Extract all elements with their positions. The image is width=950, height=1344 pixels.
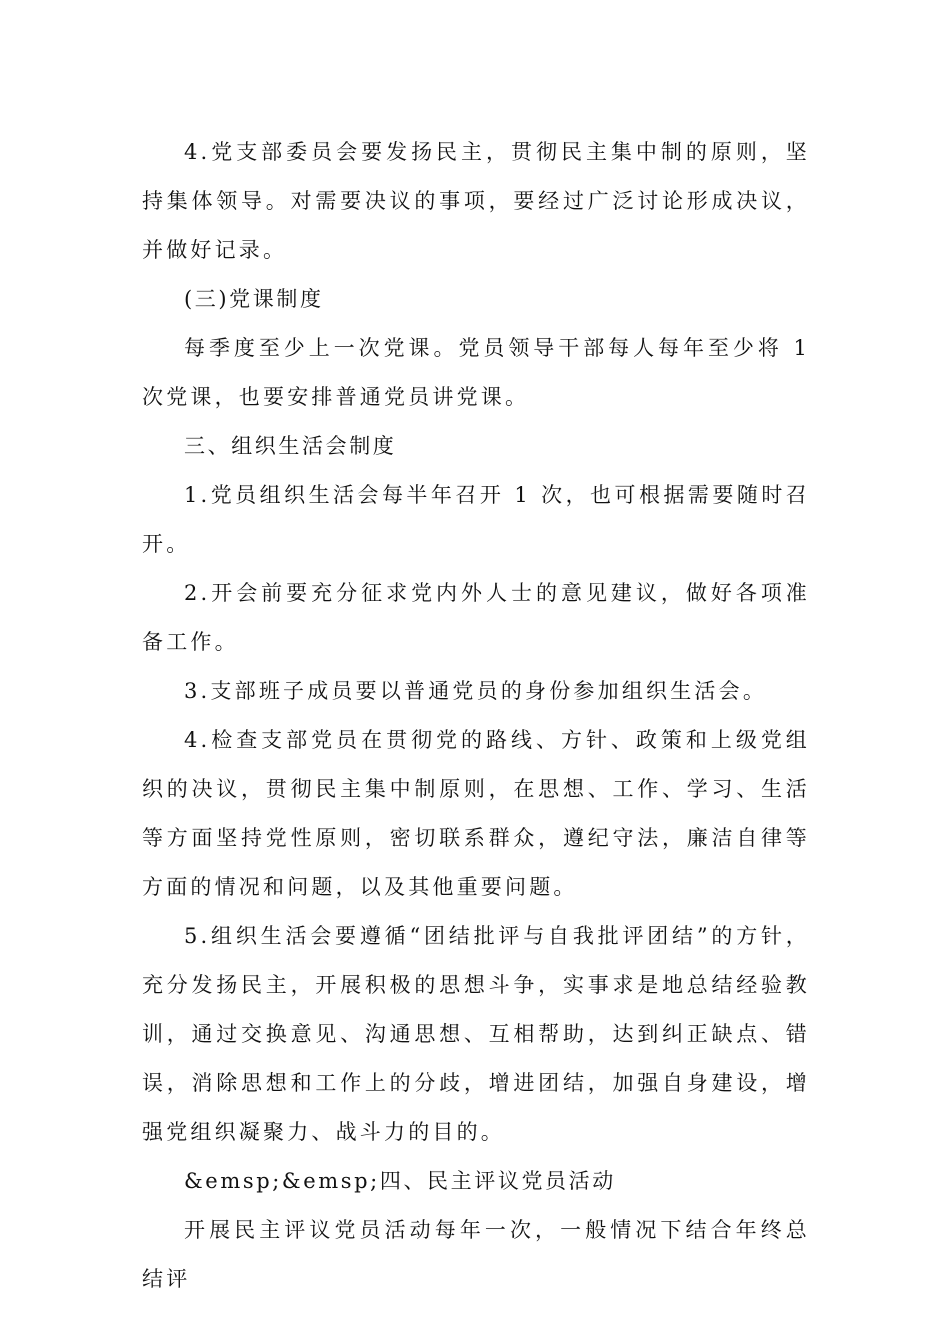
paragraph-branch-members-participation: 3.支部班子成员要以普通党员的身份参加组织生活会。	[184, 679, 768, 703]
paragraph-democratic-evaluation: 开展民主评议党员活动每年一次，一般情况下结合年终总结评	[142, 1218, 810, 1291]
paragraph-party-lecture-frequency: 每季度至少上一次党课。党员领导干部每人每年至少将 1 次党课，也要安排普通党员讲党课。	[142, 336, 810, 409]
paragraph-branch-committee-democracy: 4.党支部委员会要发扬民主，贯彻民主集中制的原则，坚持集体领导。对需要决议的事项，要经过广泛讨论形成决议，并做好记录。	[142, 140, 810, 262]
heading-democratic-evaluation: &emsp;&emsp;四、民主评议党员活动	[184, 1169, 616, 1193]
paragraph-meeting-preparation: 2.开会前要充分征求党内外人士的意见建议，做好各项准备工作。	[142, 581, 810, 654]
paragraph-meeting-principles: 5.组织生活会要遵循“团结批评与自我批评团结”的方针，充分发扬民主，开展积极的思想斗争，实事求是地总结经验教训，通过交换意见、沟通思想、互相帮助，达到纠正缺点、错误，消除思想和工作上的分歧，增进团结，加强自身建设，增强党组织凝聚力、战斗力的目的。	[142, 924, 810, 1144]
paragraph-meeting-frequency: 1.党员组织生活会每半年召开 1 次，也可根据需要随时召开。	[142, 483, 810, 556]
heading-party-lecture-system: (三)党课制度	[184, 287, 324, 311]
paragraph-inspection-content: 4.检查支部党员在贯彻党的路线、方针、政策和上级党组织的决议，贯彻民主集中制原则，在思想、工作、学习、生活等方面坚持党性原则，密切联系群众，遵纪守法，廉洁自律等方面的情况和问题，以及其他重要问题。	[142, 728, 810, 899]
document-body	[142, 128, 810, 1304]
heading-organizational-life-meeting: 三、组织生活会制度	[184, 434, 397, 458]
